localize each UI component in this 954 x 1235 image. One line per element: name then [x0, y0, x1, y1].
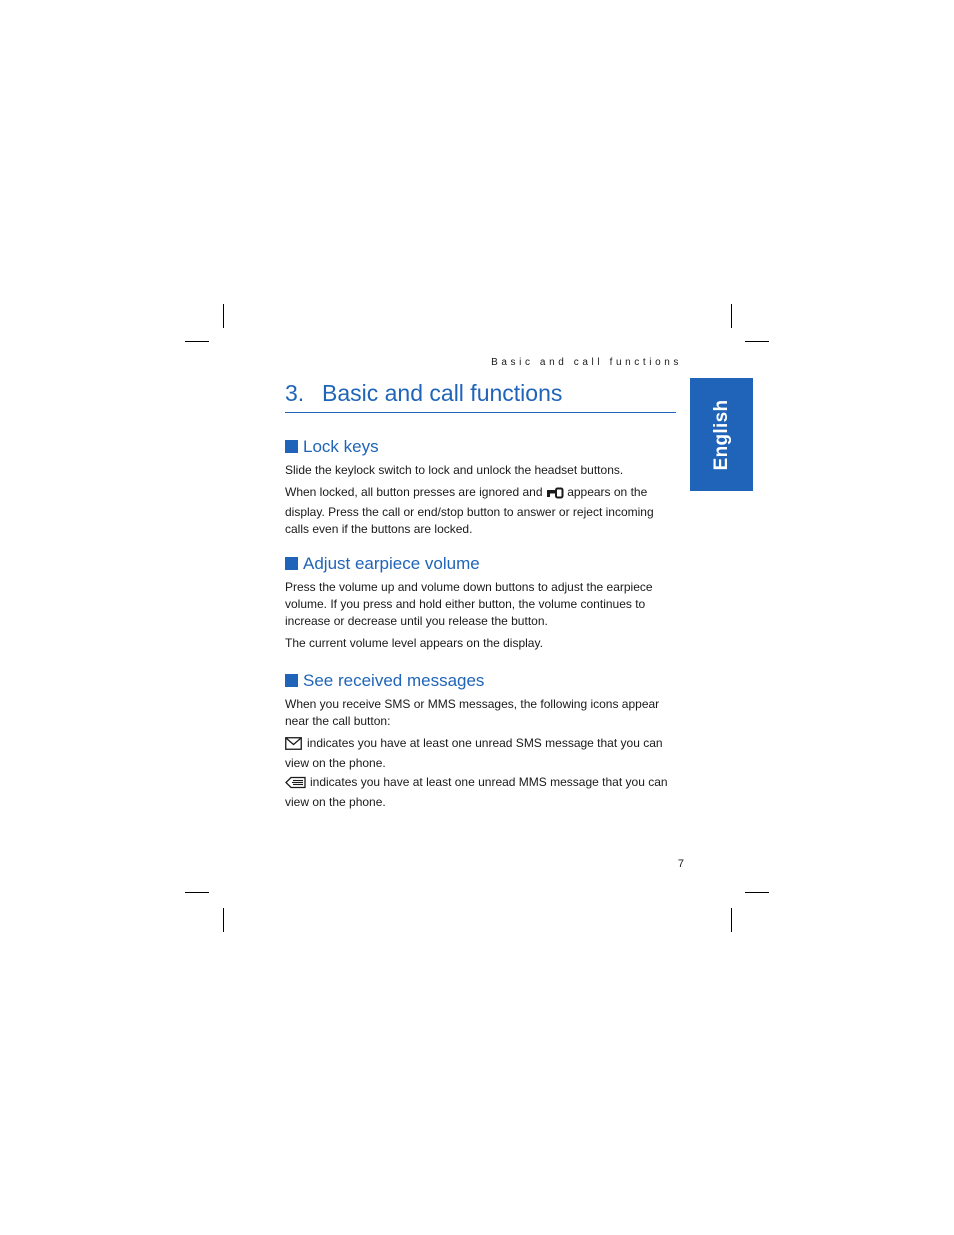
chapter-number: 3. [285, 380, 305, 406]
section-heading-text: Lock keys [303, 437, 379, 456]
paragraph-text: Slide the keylock switch to lock and unlock the headset buttons. [285, 463, 624, 477]
paragraph [285, 696, 677, 730]
paragraph-text: Press the volume up and volume down buttons to adjust the earpiece volume. If you press and hold either button, the volume continues to increase or decrease until you release the button. [285, 580, 653, 628]
crop-mark [745, 892, 769, 893]
key-lock-icon [546, 487, 564, 504]
crop-mark [731, 304, 732, 328]
crop-mark [223, 908, 224, 932]
paragraph [285, 635, 677, 652]
paragraph-text: When locked, all button presses are ignored and [285, 485, 543, 499]
crop-mark [731, 908, 732, 932]
section-heading-text: Adjust earpiece volume [303, 554, 480, 573]
heading-square-icon [285, 557, 298, 570]
crop-mark [185, 892, 209, 893]
paragraph-text: The current volume level appears on the display. [285, 636, 543, 650]
heading-square-icon [285, 674, 298, 687]
paragraph-text: indicates you have at least one unread SMS message that you can view on the phone. [285, 736, 663, 770]
paragraph [285, 579, 677, 630]
crop-mark [223, 304, 224, 328]
crop-mark [185, 341, 209, 342]
crop-mark [745, 341, 769, 342]
section-heading-see-received-messages [285, 670, 484, 692]
chapter-title-text: Basic and call functions [322, 380, 563, 406]
section-heading-adjust-earpiece-volume [285, 553, 480, 575]
paragraph-text: When you receive SMS or MMS messages, the following icons appear near the call button: [285, 697, 660, 728]
mms-message-icon [285, 776, 306, 794]
page-number: 7 [677, 858, 684, 870]
chapter-title [285, 378, 676, 413]
section-heading-text: See received messages [303, 671, 485, 690]
sms-envelope-icon [285, 737, 302, 755]
paragraph [285, 735, 677, 772]
paragraph [285, 774, 677, 811]
paragraph [285, 484, 677, 538]
language-tab-label: English [710, 399, 732, 470]
paragraph-text: indicates you have at least one unread MMS message that you can view on the phone. [285, 775, 668, 809]
heading-square-icon [285, 440, 298, 453]
language-tab [690, 378, 753, 491]
running-header: Basic and call functions [491, 357, 682, 368]
section-heading-lock-keys [285, 436, 379, 458]
paragraph-text: appears on the display. Press the call or end/stop button to answer or reject incoming calls even if the buttons are locked. [285, 485, 654, 536]
paragraph [285, 462, 677, 479]
